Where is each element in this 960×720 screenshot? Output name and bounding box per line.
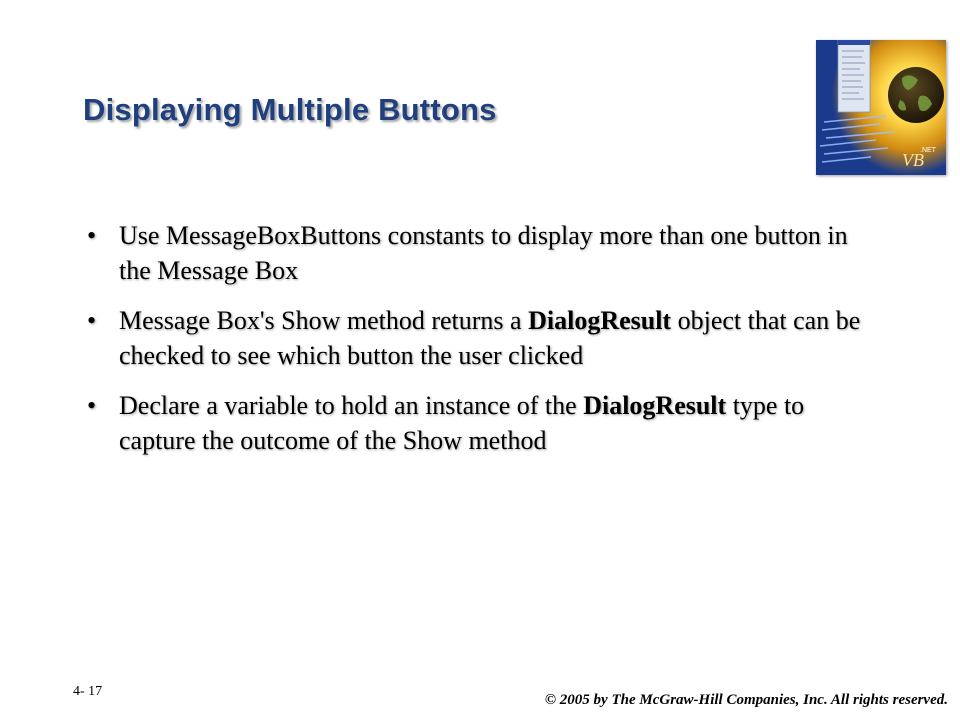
bullet-text: Declare a variable to hold an instance of the — [119, 391, 584, 420]
bullet-item — [85, 303, 875, 373]
slide-number: 4- 17 — [73, 684, 103, 699]
svg-text:.NET: .NET — [920, 147, 936, 154]
copyright-footer: © 2005 by The McGraw-Hill Companies, Inc. All rights reserved. — [544, 692, 948, 708]
bullet-text-bold: DialogResult — [528, 306, 672, 335]
bullet-dot-icon: • — [87, 306, 97, 335]
svg-text:VB: VB — [902, 150, 924, 170]
bullet-dot-icon: • — [87, 391, 97, 420]
bullet-text: object that can be checked to see which button the user clicked — [119, 306, 861, 370]
bullet-item — [85, 218, 875, 288]
bullet-text: Message Box's Show method returns a — [119, 306, 529, 335]
bullet-text: type to capture the outcome of the Show method — [119, 391, 805, 455]
bullet-list — [85, 218, 875, 473]
bullet-text-bold: DialogResult — [583, 391, 727, 420]
vb-net-globe-logo-icon — [816, 40, 946, 175]
bullet-text: Use MessageBoxButtons constants to display more than one button in the Message Box — [119, 221, 848, 285]
bullet-item — [85, 388, 875, 458]
bullet-dot-icon: • — [87, 221, 97, 250]
slide-title: Displaying Multiple Buttons — [83, 92, 497, 127]
